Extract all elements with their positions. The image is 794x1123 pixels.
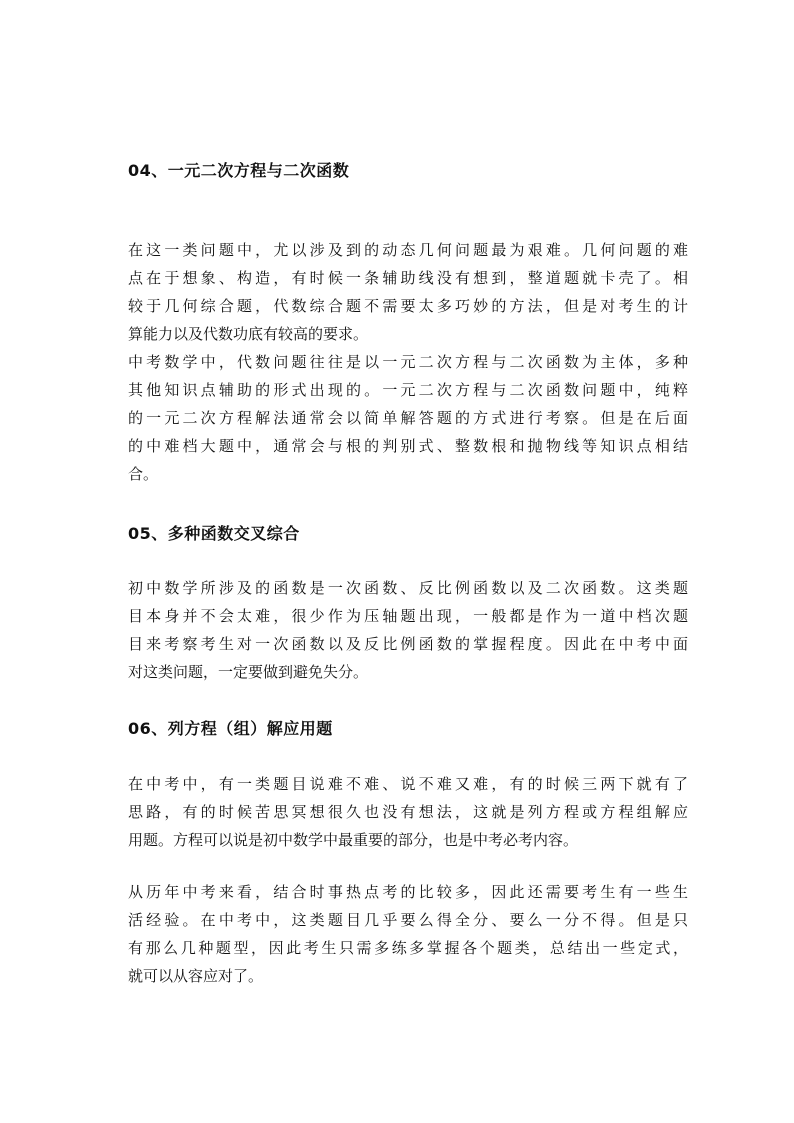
text-line: 初中数学所涉及的函数是一次函数、反比例函数以及二次函数。这类题 bbox=[128, 579, 688, 597]
text-line: 其他知识点辅助的形式出现的。一元二次方程与二次函数问题中，纯粹 bbox=[128, 381, 688, 399]
text-line: 就可以从容应对了。 bbox=[128, 967, 264, 985]
text-line: 从历年中考来看，结合时事热点考的比较多，因此还需要考生有一些生 bbox=[128, 883, 688, 901]
text-line: 中考数学中，代数问题往往是以一元二次方程与二次函数为主体，多种 bbox=[128, 353, 688, 371]
text-line: 在这一类问题中，尤以涉及到的动态几何问题最为艰难。几何问题的难 bbox=[128, 241, 688, 259]
text-line: 算能力以及代数功底有较高的要求。 bbox=[128, 325, 369, 343]
text-line: 在中考中，有一类题目说难不难、说不难又难，有的时候三两下就有了 bbox=[128, 775, 688, 793]
text-line: 思路，有的时候苦思冥想很久也没有想法，这就是列方程或方程组解应 bbox=[128, 803, 688, 821]
section-heading-04: 04、一元二次方程与二次函数 bbox=[128, 161, 350, 180]
text-line: 点在于想象、构造，有时候一条辅助线没有想到，整道题就卡壳了。相 bbox=[128, 269, 688, 287]
paragraph bbox=[128, 770, 688, 854]
text-line: 目本身并不会太难，很少作为压轴题出现，一般都是作为一道中档次题 bbox=[128, 607, 688, 625]
text-line: 活经验。在中考中，这类题目几乎要么得全分、要么一分不得。但是只 bbox=[128, 911, 688, 929]
section-heading-06: 06、列方程（组）解应用题 bbox=[128, 719, 333, 738]
text-line: 的中难档大题中，通常会与根的判别式、整数根和抛物线等知识点相结 bbox=[128, 437, 688, 455]
text-line: 合。 bbox=[128, 465, 159, 483]
paragraph bbox=[128, 574, 688, 686]
paragraph bbox=[128, 878, 688, 990]
section-heading-05: 05、多种函数交叉综合 bbox=[128, 524, 300, 543]
text-line: 目来考察考生对一次函数以及反比例函数的掌握程度。因此在中考中面 bbox=[128, 635, 688, 653]
text-line: 对这类问题，一定要做到避免失分。 bbox=[128, 663, 369, 681]
text-line: 较于几何综合题，代数综合题不需要太多巧妙的方法，但是对考生的计 bbox=[128, 297, 688, 315]
text-line: 的一元二次方程解法通常会以简单解答题的方式进行考察。但是在后面 bbox=[128, 409, 688, 427]
paragraph bbox=[128, 236, 688, 348]
text-line: 用题。方程可以说是初中数学中最重要的部分，也是中考必考内容。 bbox=[128, 831, 579, 849]
text-line: 有那么几种题型，因此考生只需多练多掌握各个题类，总结出一些定式， bbox=[128, 939, 688, 957]
paragraph bbox=[128, 348, 688, 488]
